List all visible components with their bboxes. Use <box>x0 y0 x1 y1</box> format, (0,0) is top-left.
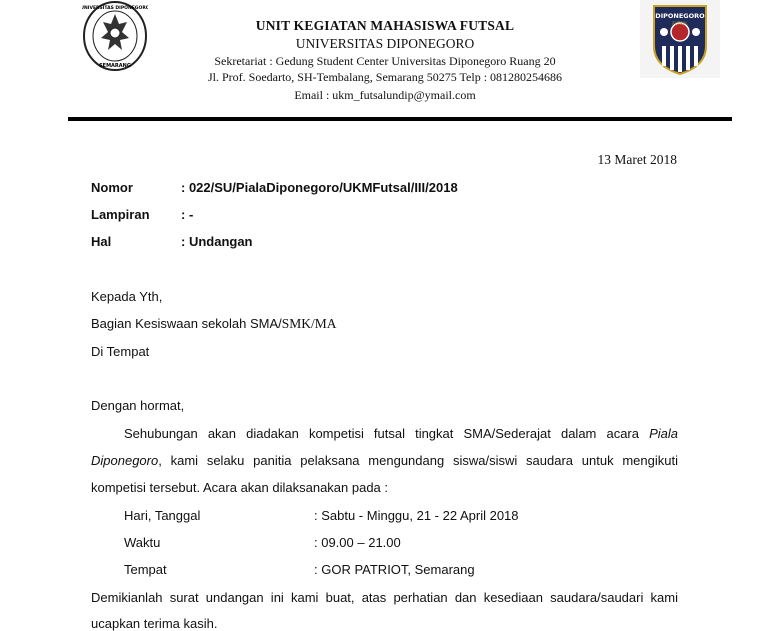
event-name-part-1: Piala <box>649 426 678 441</box>
closing-line-2: ucapkan terima kasih. <box>91 616 218 631</box>
organization-name: UNIT KEGIATAN MAHASISWA FUTSAL <box>255 18 515 33</box>
crest-title-text: DIPONEGORO <box>655 12 705 20</box>
detail-label-date: Hari, Tanggal <box>124 508 201 523</box>
crest-sub-text: FUTSAL <box>672 21 688 26</box>
greeting: Dengan hormat, <box>91 398 185 413</box>
street-address: Jl. Prof. Soedarto, SH-Tembalang, Semarang 50275 Telp : 081280254686 <box>207 70 563 84</box>
intro-line-1 <box>124 426 678 441</box>
detail-value-date: : Sabtu - Minggu, 21 - 22 April 2018 <box>314 508 519 523</box>
futsal-club-crest-logo <box>640 0 720 78</box>
seal-top-text: UNIVERSITAS DIPONEGORO <box>82 6 148 11</box>
intro-line-3: kompetisi tersebut. Acara akan dilaksanakan pada : <box>91 480 389 495</box>
intro-line-2-text: , kami selaku panitia pelaksana mengundang siswa/siswi saudara untuk mengikuti <box>158 453 678 468</box>
event-name-part-2: Diponegoro <box>91 453 159 468</box>
meta-value-lampiran: : - <box>181 207 194 222</box>
secretariat-address: Sekretariat : Gedung Student Center Universitas Diponegoro Ruang 20 <box>214 54 556 68</box>
meta-label-hal: Hal <box>91 234 112 249</box>
recipient-department-b: SMK/MA <box>281 316 337 331</box>
letterhead-divider <box>68 117 732 121</box>
meta-label-lampiran: Lampiran <box>91 207 150 222</box>
recipient-place: Di Tempat <box>91 344 150 359</box>
seal-bottom-text: SEMARANG <box>99 63 131 69</box>
intro-line-2 <box>91 453 678 468</box>
detail-value-venue: : GOR PATRIOT, Semarang <box>314 562 475 577</box>
email-address: Email : ukm_futsalundip@ymail.com <box>294 88 476 102</box>
recipient-department-a: Bagian Kesiswaan sekolah SMA/ <box>91 316 282 331</box>
detail-label-venue: Tempat <box>124 562 167 577</box>
meta-value-nomor: : 022/SU/PialaDiponegoro/UKMFutsal/III/2018 <box>181 180 458 195</box>
detail-label-time: Waktu <box>124 535 161 550</box>
meta-value-hal: : Undangan <box>181 234 253 249</box>
meta-label-nomor: Nomor <box>91 180 133 195</box>
recipient-salutation: Kepada Yth, <box>91 289 163 304</box>
detail-value-time: : 09.00 – 21.00 <box>314 535 401 550</box>
closing-line-1: Demikianlah surat undangan ini kami buat, atas perhatian dan kesediaan saudara/saudari kami <box>91 590 678 605</box>
intro-line-1-text: Sehubungan akan diadakan kompetisi futsal tingkat SMA/Sederajat dalam acara <box>124 426 650 441</box>
university-seal-logo <box>82 0 148 72</box>
letter-date: 13 Maret 2018 <box>597 152 677 167</box>
university-name: UNIVERSITAS DIPONEGORO <box>295 36 475 51</box>
recipient-department <box>91 316 337 332</box>
